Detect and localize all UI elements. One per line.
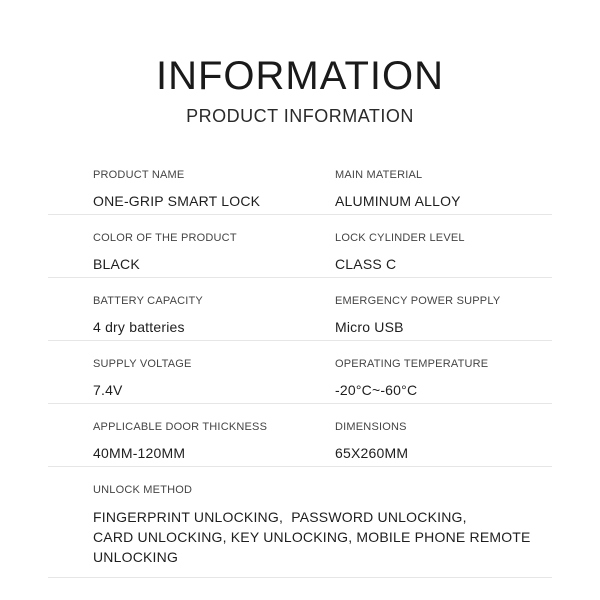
spec-table — [48, 152, 552, 578]
spec-value: Micro USB — [335, 319, 404, 335]
spec-cell-dimensions — [335, 420, 408, 462]
page-title: INFORMATION — [155, 54, 444, 98]
spec-value: ONE-GRIP SMART LOCK — [93, 193, 261, 209]
spec-label: MAIN MATERIAL — [335, 169, 423, 181]
spec-cell-color — [93, 231, 237, 273]
spec-cell-main-material — [335, 168, 461, 210]
spec-label: UNLOCK METHOD — [93, 484, 193, 496]
spec-label: OPERATING TEMPERATURE — [335, 358, 489, 370]
spec-value: CLASS C — [335, 256, 397, 272]
unlock-method-line-1: FINGERPRINT UNLOCKING, PASSWORD UNLOCKING, — [93, 509, 467, 525]
spec-value: ALUMINUM ALLOY — [335, 193, 461, 209]
unlock-method-line-2: CARD UNLOCKING, KEY UNLOCKING, MOBILE PHONE REMOTE UNLOCKING — [93, 529, 531, 565]
spec-label: LOCK CYLINDER LEVEL — [335, 232, 465, 244]
spec-row — [48, 278, 552, 341]
spec-label: DIMENSIONS — [335, 421, 407, 433]
spec-row — [48, 404, 552, 467]
spec-value: 65X260MM — [335, 445, 409, 461]
spec-label: BATTERY CAPACITY — [93, 295, 203, 307]
spec-cell-product-name — [93, 168, 260, 210]
spec-value: 7.4V — [93, 382, 123, 398]
unlock-method-value — [93, 507, 552, 567]
spec-row — [48, 215, 552, 278]
spec-value: -20°C~-60°C — [335, 382, 418, 398]
spec-cell-temperature — [335, 357, 488, 399]
spec-row-unlock-method — [48, 467, 552, 578]
spec-cell-lock-cylinder — [335, 231, 465, 273]
spec-value: 4 dry batteries — [93, 319, 185, 335]
spec-label: PRODUCT NAME — [93, 169, 185, 181]
spec-cell-emergency-power — [335, 294, 500, 336]
spec-label: COLOR OF THE PRODUCT — [93, 232, 237, 244]
spec-cell-door-thickness — [93, 420, 267, 462]
spec-cell-unlock-method — [93, 483, 552, 567]
spec-label: SUPPLY VOLTAGE — [93, 358, 192, 370]
spec-value: 40MM-120MM — [93, 445, 186, 461]
spec-cell-battery — [93, 294, 203, 336]
spec-value: BLACK — [93, 256, 140, 272]
spec-label: EMERGENCY POWER SUPPLY — [335, 295, 501, 307]
spec-row — [48, 152, 552, 215]
spec-row — [48, 341, 552, 404]
spec-cell-voltage — [93, 357, 192, 399]
page-subtitle: PRODUCT INFORMATION — [186, 106, 414, 126]
spec-label: APPLICABLE DOOR THICKNESS — [93, 421, 268, 433]
